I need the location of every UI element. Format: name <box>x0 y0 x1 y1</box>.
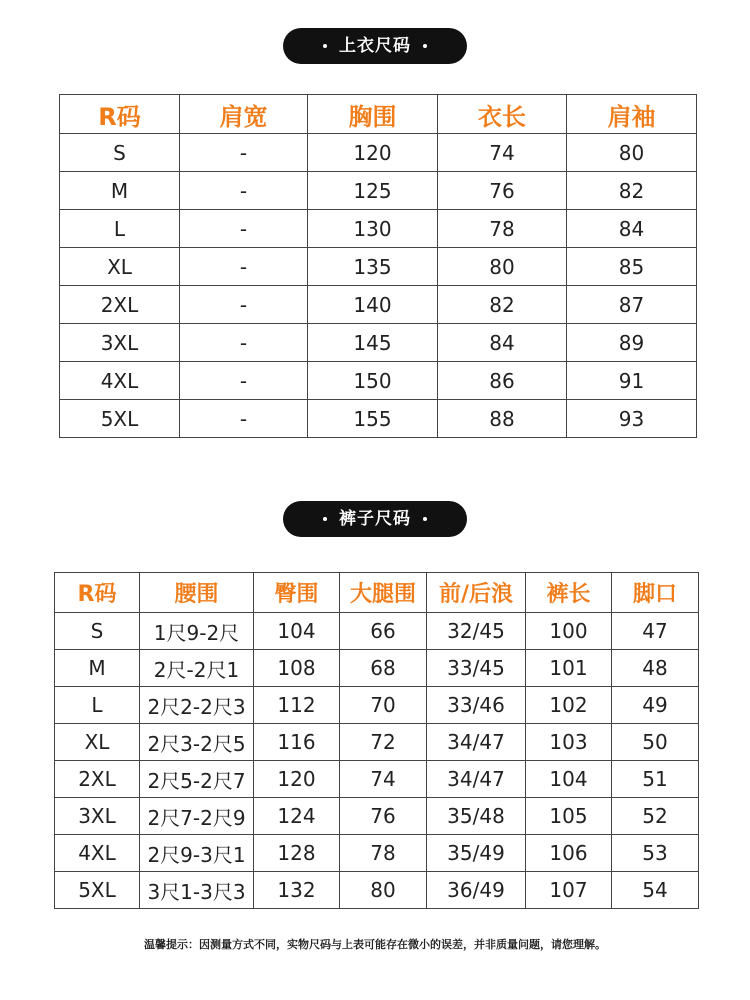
table-row <box>55 872 699 909</box>
table-cell: - <box>180 210 308 248</box>
table-cell: 52 <box>612 798 699 835</box>
pants-header-cell: 腰围 <box>140 573 254 613</box>
table-cell: 2尺5-2尺7 <box>140 761 254 798</box>
table-cell: 128 <box>254 835 340 872</box>
table-row <box>60 248 697 286</box>
table-cell: 53 <box>612 835 699 872</box>
table-cell: 101 <box>526 650 612 687</box>
table-row <box>55 613 699 650</box>
table-cell: 80 <box>438 248 567 286</box>
table-cell: 82 <box>567 172 697 210</box>
table-cell: 145 <box>308 324 438 362</box>
table-cell: L <box>55 687 140 724</box>
table-row <box>60 172 697 210</box>
table-row <box>60 210 697 248</box>
table-row <box>60 286 697 324</box>
table-cell: 140 <box>308 286 438 324</box>
table-cell: 36/49 <box>427 872 526 909</box>
table-cell: 86 <box>438 362 567 400</box>
table-cell: 3XL <box>60 324 180 362</box>
footnote: 温馨提示：因测量方式不同，实物尺码与上表可能存在微小的误差，并非质量问题，请您理解。 <box>144 938 606 951</box>
table-cell: 132 <box>254 872 340 909</box>
table-row <box>55 761 699 798</box>
pants-header-cell: 裤长 <box>526 573 612 613</box>
table-cell: S <box>60 134 180 172</box>
table-cell: - <box>180 248 308 286</box>
pants-size-title-text: 裤子尺码 <box>339 509 411 529</box>
top-size-title <box>283 28 467 64</box>
table-cell: 80 <box>567 134 697 172</box>
table-row <box>60 362 697 400</box>
table-cell: 84 <box>567 210 697 248</box>
pants-size-title <box>283 501 467 537</box>
table-cell: 105 <box>526 798 612 835</box>
table-cell: 2XL <box>55 761 140 798</box>
table-cell: 34/47 <box>427 724 526 761</box>
table-cell: 2XL <box>60 286 180 324</box>
top-header-cell: R码 <box>60 95 180 134</box>
table-cell: 3尺1-3尺3 <box>140 872 254 909</box>
top-size-table <box>59 94 697 438</box>
dot-left <box>323 517 327 521</box>
pants-size-table <box>54 572 699 909</box>
table-cell: - <box>180 134 308 172</box>
table-cell: 130 <box>308 210 438 248</box>
table-cell: 106 <box>526 835 612 872</box>
table-cell: 124 <box>254 798 340 835</box>
table-cell: 50 <box>612 724 699 761</box>
table-cell: 89 <box>567 324 697 362</box>
table-cell: L <box>60 210 180 248</box>
table-cell: 35/49 <box>427 835 526 872</box>
table-cell: 72 <box>340 724 427 761</box>
table-cell: 1尺9-2尺 <box>140 613 254 650</box>
table-cell: 80 <box>340 872 427 909</box>
table-row <box>55 650 699 687</box>
table-cell: 33/46 <box>427 687 526 724</box>
table-cell: 2尺2-2尺3 <box>140 687 254 724</box>
table-cell: 100 <box>526 613 612 650</box>
table-cell: 84 <box>438 324 567 362</box>
table-cell: 112 <box>254 687 340 724</box>
table-cell: 76 <box>340 798 427 835</box>
table-cell: 150 <box>308 362 438 400</box>
table-row <box>55 798 699 835</box>
table-cell: 74 <box>438 134 567 172</box>
table-cell: 2尺9-3尺1 <box>140 835 254 872</box>
table-cell: S <box>55 613 140 650</box>
table-cell: 33/45 <box>427 650 526 687</box>
top-table-body <box>60 134 697 438</box>
table-row <box>60 324 697 362</box>
table-cell: 93 <box>567 400 697 438</box>
table-cell: M <box>60 172 180 210</box>
table-cell: 125 <box>308 172 438 210</box>
pants-header-cell: R码 <box>55 573 140 613</box>
table-cell: 87 <box>567 286 697 324</box>
table-cell: - <box>180 362 308 400</box>
table-cell: 116 <box>254 724 340 761</box>
table-cell: 66 <box>340 613 427 650</box>
table-cell: 88 <box>438 400 567 438</box>
table-cell: 120 <box>308 134 438 172</box>
table-cell: 107 <box>526 872 612 909</box>
table-cell: 91 <box>567 362 697 400</box>
table-cell: - <box>180 324 308 362</box>
table-cell: 102 <box>526 687 612 724</box>
table-cell: 2尺7-2尺9 <box>140 798 254 835</box>
top-header-cell: 胸围 <box>308 95 438 134</box>
table-cell: 2尺-2尺1 <box>140 650 254 687</box>
table-cell: 32/45 <box>427 613 526 650</box>
table-cell: - <box>180 400 308 438</box>
top-size-title-text: 上衣尺码 <box>339 36 411 56</box>
pants-header-cell: 脚口 <box>612 573 699 613</box>
table-cell: XL <box>55 724 140 761</box>
table-cell: 5XL <box>55 872 140 909</box>
table-row <box>55 724 699 761</box>
table-cell: 120 <box>254 761 340 798</box>
top-header-cell: 肩宽 <box>180 95 308 134</box>
table-cell: 103 <box>526 724 612 761</box>
table-cell: 35/48 <box>427 798 526 835</box>
table-cell: 108 <box>254 650 340 687</box>
top-header-row <box>60 95 697 134</box>
table-cell: M <box>55 650 140 687</box>
table-cell: - <box>180 286 308 324</box>
table-cell: 4XL <box>60 362 180 400</box>
table-cell: - <box>180 172 308 210</box>
table-cell: 68 <box>340 650 427 687</box>
pants-header-cell: 大腿围 <box>340 573 427 613</box>
table-cell: 135 <box>308 248 438 286</box>
dot-left <box>323 44 327 48</box>
table-cell: XL <box>60 248 180 286</box>
table-cell: 82 <box>438 286 567 324</box>
table-cell: 74 <box>340 761 427 798</box>
pants-header-cell: 前/后浪 <box>427 573 526 613</box>
table-cell: 51 <box>612 761 699 798</box>
table-cell: 104 <box>526 761 612 798</box>
table-cell: 78 <box>340 835 427 872</box>
table-row <box>55 835 699 872</box>
dot-right <box>423 517 427 521</box>
dot-right <box>423 44 427 48</box>
table-cell: 47 <box>612 613 699 650</box>
table-row <box>60 400 697 438</box>
table-row <box>55 687 699 724</box>
table-cell: 34/47 <box>427 761 526 798</box>
table-cell: 85 <box>567 248 697 286</box>
table-row <box>60 134 697 172</box>
table-cell: 49 <box>612 687 699 724</box>
table-cell: 78 <box>438 210 567 248</box>
pants-header-row <box>55 573 699 613</box>
pants-header-cell: 臀围 <box>254 573 340 613</box>
table-cell: 4XL <box>55 835 140 872</box>
table-cell: 2尺3-2尺5 <box>140 724 254 761</box>
table-cell: 155 <box>308 400 438 438</box>
top-header-cell: 衣长 <box>438 95 567 134</box>
table-cell: 5XL <box>60 400 180 438</box>
pants-table-body <box>55 613 699 909</box>
table-cell: 3XL <box>55 798 140 835</box>
table-cell: 54 <box>612 872 699 909</box>
top-header-cell: 肩袖 <box>567 95 697 134</box>
table-cell: 48 <box>612 650 699 687</box>
table-cell: 104 <box>254 613 340 650</box>
table-cell: 76 <box>438 172 567 210</box>
table-cell: 70 <box>340 687 427 724</box>
